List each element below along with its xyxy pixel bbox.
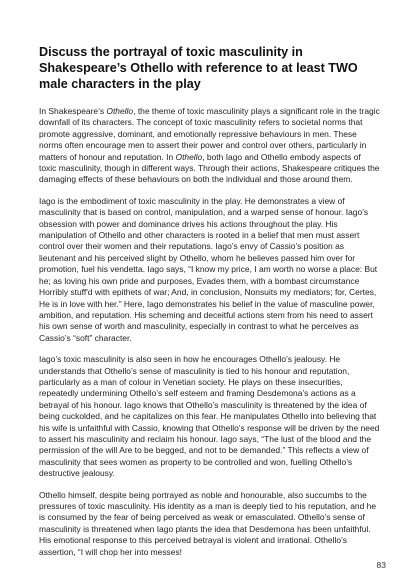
- page-number: 83: [376, 560, 386, 570]
- paragraph-intro: [39, 106, 380, 186]
- play-title-italic-2: Othello: [175, 151, 203, 162]
- play-title-italic-1: Othello: [106, 106, 134, 116]
- paragraph-iago-embodiment: Iago is the embodiment of toxic masculinity in the play. He demonstrates a view of masculinity that is based on control, manipulation, and a warped sense of honour. Iago’s obsession with power and dominance drives his actions throughout the play. His manipulation of Othello and other characters is rooted in a belief that men must assert control over their women and their reputations. Iago’s envy of Cassio’s position as lieutenant and his perceived slight by Othello, whom he believes passed him over for promotion, fuel his vendetta. Iago says, “I know my price, I am worth no worse a place: But he; as loving his own pride and purposes, Evades them, with a bombast circumstance Horribly stuff'd with epithets of war; And, in conclusion, Nonsuits my mediators; for, Certes, He is in love with her.” Here, Iago demonstrates his belief in the value of masculine power, ambition, and reputation. His scheming and deceitful actions stem from his need to assert his own sense of worth and masculinity, especially in contrast to what he perceives as Cassio’s “soft” character.: [39, 195, 378, 343]
- paragraph-intro-text-3: , both Iago and Othello embody aspects of toxic masculinity, though in different ways. Through their actions, Shakespeare critiques the damaging effects of these behaviours on both the individual and those around them.: [39, 151, 380, 185]
- paragraph-intro-text-2: , the theme of toxic masculinity plays a significant role in the tragic downfall of its characters. The concept of toxic masculinity refers to societal norms that promote aggressive, dominant, and emotionally repressive behaviours in men. These norms often encourage men to assert their power and control over others, particularly in matters of honour and reputation. In: [39, 106, 380, 162]
- essay-title: Discuss the portrayal of toxic masculinity in Shakespeare’s Othello with reference to at least TWO male characters in the play: [39, 45, 358, 91]
- paragraph-othello: Othello himself, despite being portrayed as noble and honourable, also succumbs to the pressures of toxic masculinity. His identity as a man is deeply tied to his reputation, and he is consumed by the fear of being perceived as weak or emasculated. Othello’s sense of masculinity is threatened when Iago plants the idea that Desdemona has been unfaithful. His emotional response to this perceived betrayal is violent and irrational. Othello’s assertion, “I will chop her into messes!: [39, 489, 377, 557]
- paragraph-iago-jealousy: Iago’s toxic masculinity is also seen in how he encourages Othello’s jealousy. He understands that Othello’s sense of masculinity is tied to his honour and reputation, particularly as a man of colour in Venetian society. He plays on these insecurities, repeatedly undermining Othello’s self esteem and framing Desdemona’s actions as a betrayal of his honour. Iago knows that Othello’s masculinity is threatened by the idea of being cuckolded, and he capitalizes on this fear. He manipulates Othello into believing that his wife is unfaithful with Cassio, knowing that Othello’s response will be driven by the need to assert his masculinity and reclaim his honour. Iago says, “The lust of the blood and the permission of the will Are to be begged, and not to be demanded.” This reflects a view of masculinity that sees women as property to be controlled and won, fuelling Othello’s destructive jealousy.: [39, 354, 380, 479]
- paragraph-intro-text-1: In Shakespeare’s: [39, 106, 107, 116]
